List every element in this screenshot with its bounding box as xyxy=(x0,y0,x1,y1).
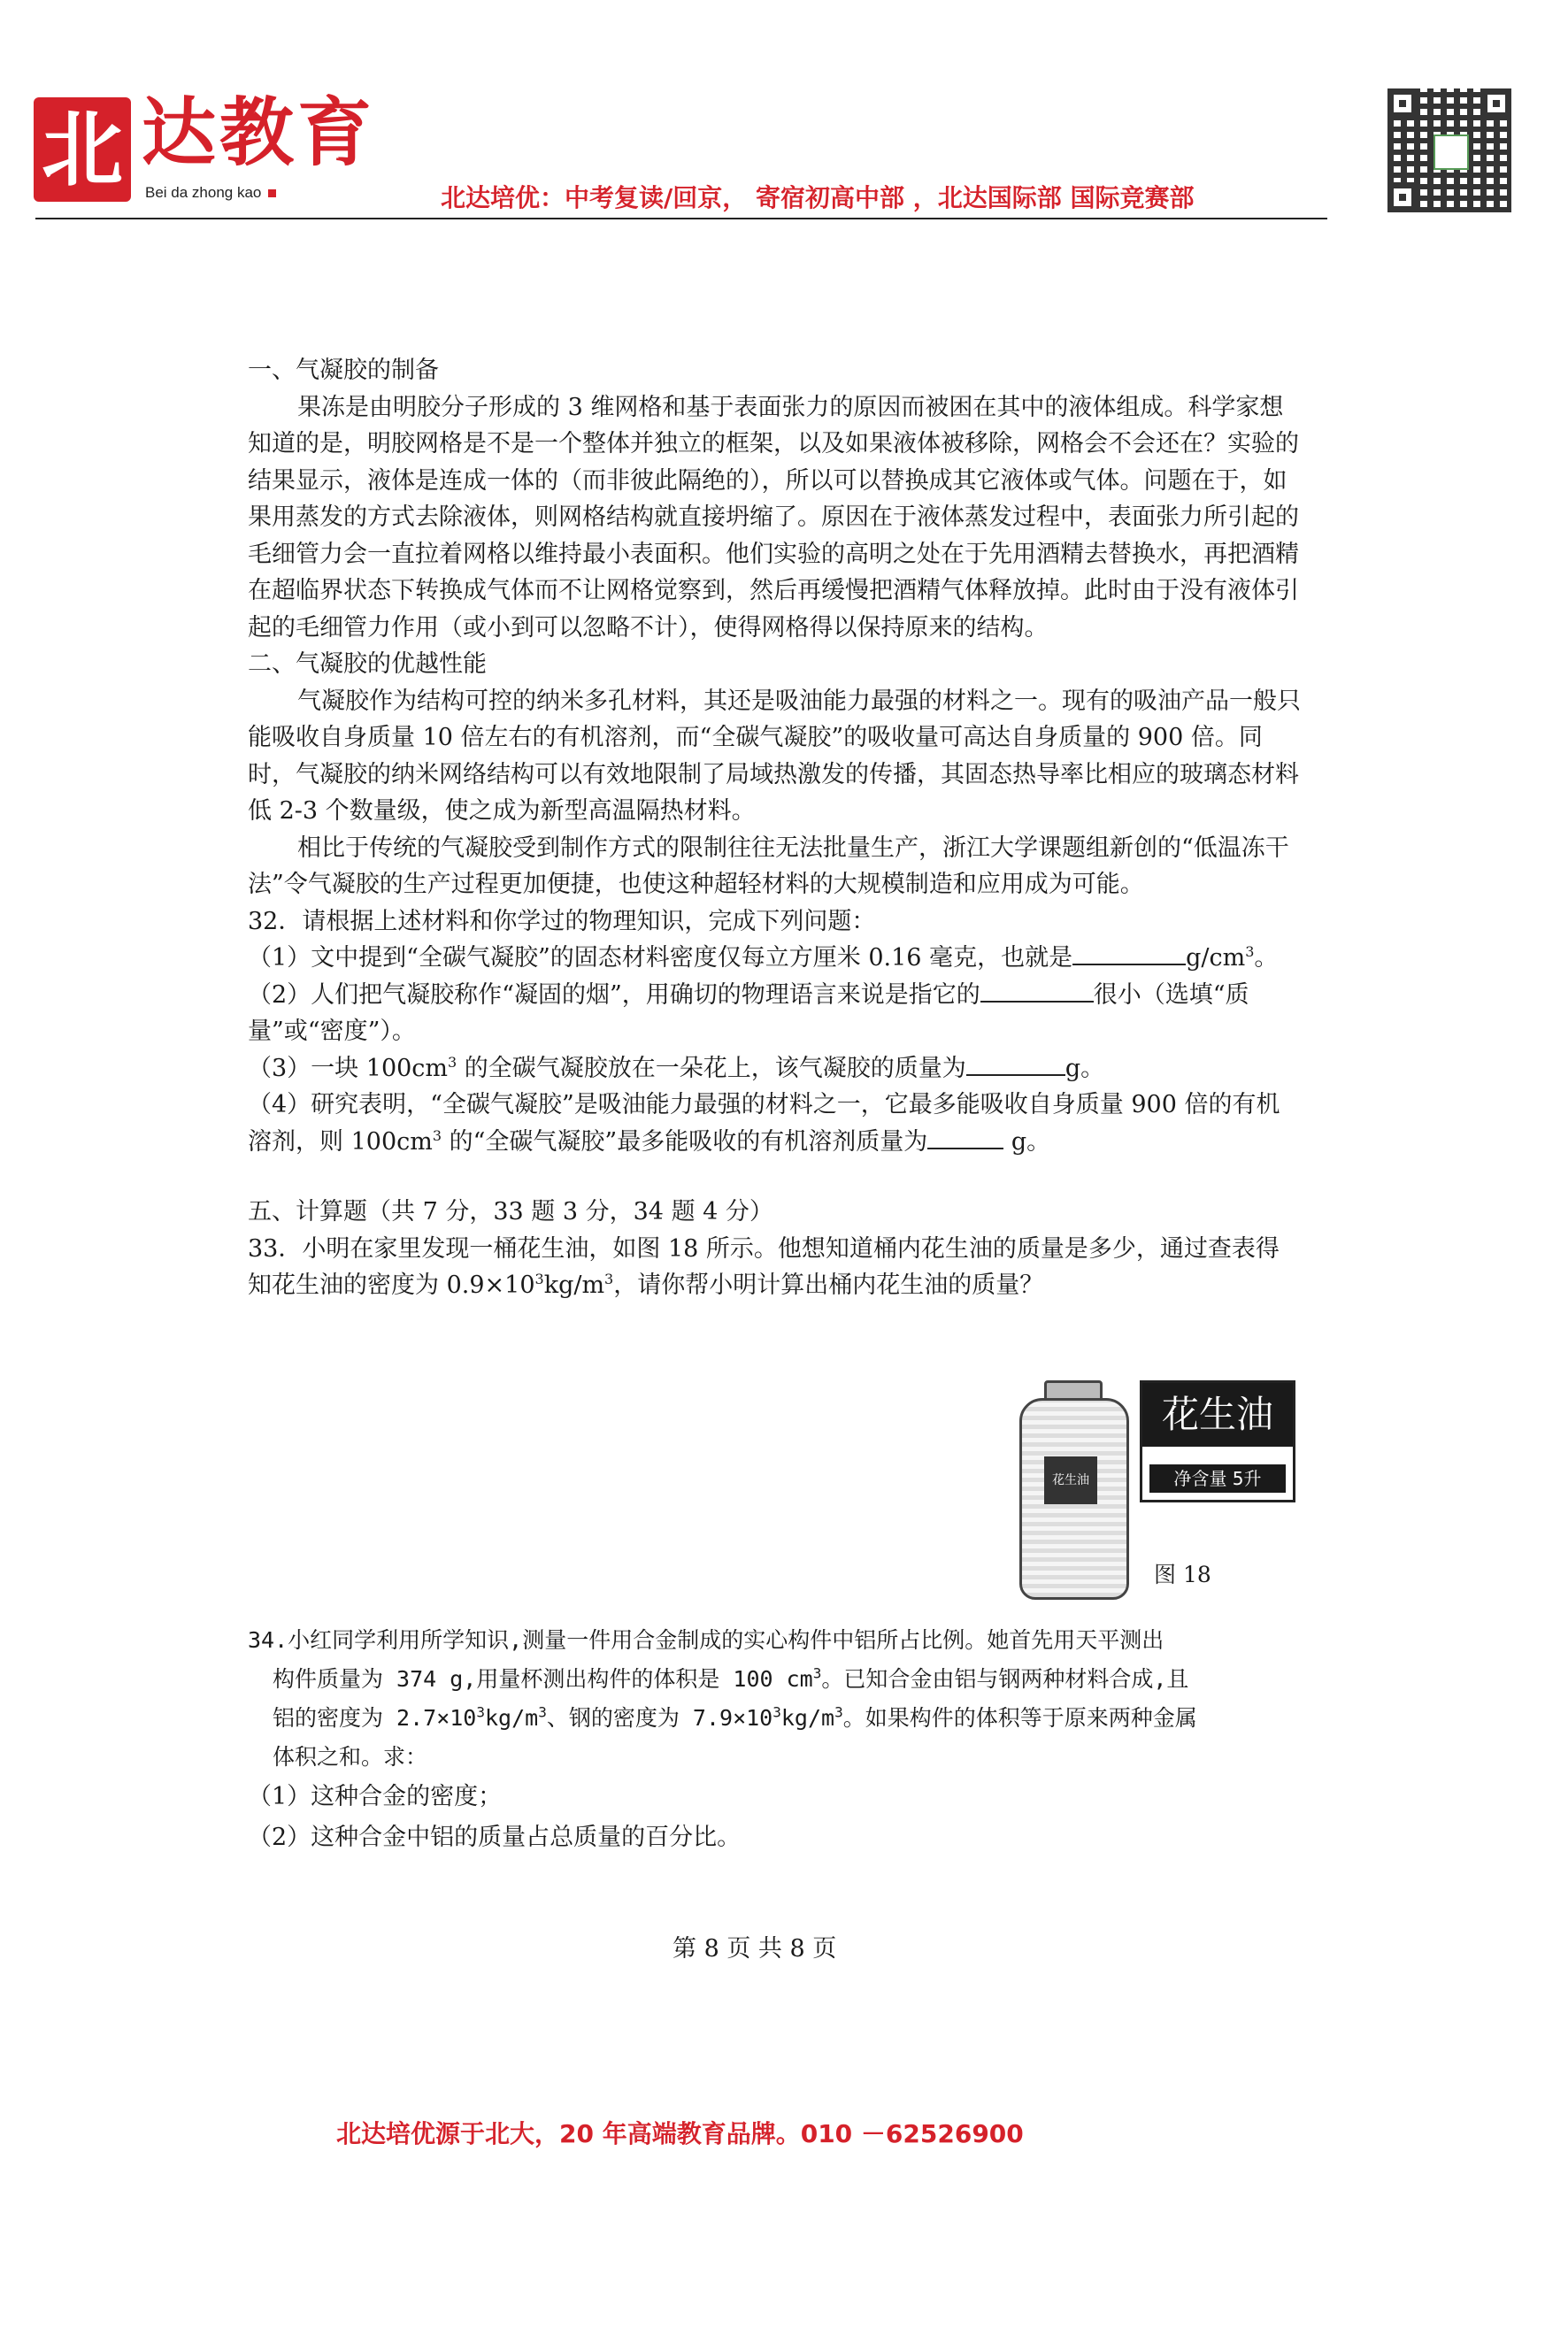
answer-blank[interactable] xyxy=(1072,941,1186,965)
answer-blank[interactable] xyxy=(966,1051,1065,1076)
section1-heading: 一、气凝胶的制备 xyxy=(248,357,439,384)
main-content xyxy=(248,352,1301,1304)
q32-part3: （3）一块 $100cm^3$ 的全碳气凝胶放在一朵花上，该气凝胶的质量为 g。 xyxy=(248,1050,1301,1087)
section1-paragraph: 果冻是由明胶分子形成的 3 维网格和基于表面张力的原因而被困在其中的液体组成。科学家想知道的是，明胶网格是不是一个整体并独立的框架，以及如果液体被移除，网格会不会还在？实验的结果显示，液体是连成一体的（而非彼此隔绝的），所以可以替换成其它液体或气体。问题在于，如果用蒸发的方式去除液体，则网格结构就直接坍缩了。原因在于液体蒸发过程中，表面张力所引起的毛细管力会一直拉着网格以维持最小表面积。他们实验的高明之处在于先用酒精去替换水，再把酒精在超临界状态下转换成气体而不让网格觉察到，然后再缓慢把酒精气体释放掉。此时由于没有液体引起的毛细管力作用（或小到可以忽略不计），使得网格得以保持原来的结构。 xyxy=(248,393,1299,642)
q32-part1: （1）文中提到“全碳气凝胶”的固态材料密度仅每立方厘米 0.16 毫克，也就是 $g/cm^3$。 xyxy=(248,940,1301,977)
footer-slogan: 北达培优源于北大，20 年高端教育品牌。010 －62526900 xyxy=(336,2119,1024,2148)
qr-code-icon xyxy=(1387,88,1511,212)
section2-heading: 二、气凝胶的优越性能 xyxy=(248,650,487,678)
oil-sign-title: 花生油 xyxy=(1142,1383,1293,1447)
bottle-label: 花生油 xyxy=(1044,1456,1097,1504)
answer-blank[interactable] xyxy=(980,978,1094,1003)
q34-part1: （1）这种合金的密度； xyxy=(248,1783,503,1810)
header-slogan: 北达培优：中考复读/回京， 寄宿初高中部 ，北达国际部 国际竞赛部 xyxy=(441,183,1195,212)
q32-part4: （4）研究表明，“全碳气凝胶”是吸油能力最强的材料之一，它最多能吸收自身质量 900 倍的有机溶剂，则 $100cm^3$ 的“全碳气凝胶”最多能吸收的有机溶剂质量为 g。 xyxy=(248,1091,1280,1156)
section5-heading: 五、计算题（共 7 分，33 题 3 分，34 题 4 分） xyxy=(248,1198,773,1225)
q34-line4: 体积之和。求： xyxy=(273,1744,428,1770)
q34-line3: 铝的密度为 $2.7\times 10^3kg/m^3$、钢的密度为 $7.9\times 10^3kg/m^3$。如果构件的体积等于原来两种金属 xyxy=(273,1703,1197,1731)
brand-dot-icon xyxy=(268,189,276,197)
header-divider xyxy=(35,218,1327,219)
logo xyxy=(34,97,131,202)
brand-subtitle xyxy=(145,184,276,202)
brand-name: 达教育 xyxy=(142,88,376,176)
section2-paragraph1: 气凝胶作为结构可控的纳米多孔材料，其还是吸油能力最强的材料之一。现有的吸油产品一般只能吸收自身质量 10 倍左右的有机溶剂，而“全碳气凝胶”的吸收量可高达自身质量的 900 倍。同时，气凝胶的纳米网络结构可以有效地限制了局域热激发的传播，其固态热导率比相应的玻璃态材料低 2-3 个数量级，使之成为新型高温隔热材料。 xyxy=(248,687,1301,825)
logo-char: 北 xyxy=(41,102,123,197)
figure-18 xyxy=(1009,1371,1301,1602)
q34-part2: （2）这种合金中铝的质量占总质量的百分比。 xyxy=(248,1824,742,1851)
q34-block xyxy=(248,1621,1301,1858)
page-number: 第 8 页 共 8 页 xyxy=(673,1935,837,1963)
q32-part2: （2）人们把气凝胶称作“凝固的烟”，用确切的物理语言来说是指它的 很小（选填“质量”或“密度”）。 xyxy=(248,977,1301,1050)
section2-paragraph2: 相比于传统的气凝胶受到制作方式的限制往往无法批量生产，浙江大学课题组新创的“低温冻干法”令气凝胶的生产过程更加便捷，也使这种超轻材料的大规模制造和应用成为可能。 xyxy=(248,834,1289,898)
figure-caption: 图 18 xyxy=(1154,1562,1211,1587)
brand-subtitle-text: Bei da zhong kao xyxy=(145,184,262,201)
oil-sign-sub xyxy=(1142,1447,1293,1466)
oil-sign xyxy=(1140,1380,1295,1502)
q34-line2: 构件质量为 374 g,用量杯测出构件的体积是 100 $cm^3$。已知合金由铝与钢两种材料合成,且 xyxy=(273,1664,1189,1692)
qr-center-logo-icon xyxy=(1433,134,1469,170)
answer-blank[interactable] xyxy=(927,1125,1003,1149)
oil-net-content: 净含量 5升 xyxy=(1149,1464,1286,1493)
q32-stem: 32．请根据上述材料和你学过的物理知识，完成下列问题： xyxy=(248,907,876,935)
q34-line1: 34.小红同学利用所学知识,测量一件用合金制成的实心构件中铝所占比例。她首先用天平测出 xyxy=(248,1627,1164,1653)
q33-text: 33．小明在家里发现一桶花生油，如图 18 所示。他想知道桶内花生油的质量是多少，通过查表得知花生油的密度为 $0.9\times 10^3kg/m^3$，请你帮小明计算出桶内花生油的质量？ xyxy=(248,1234,1280,1299)
